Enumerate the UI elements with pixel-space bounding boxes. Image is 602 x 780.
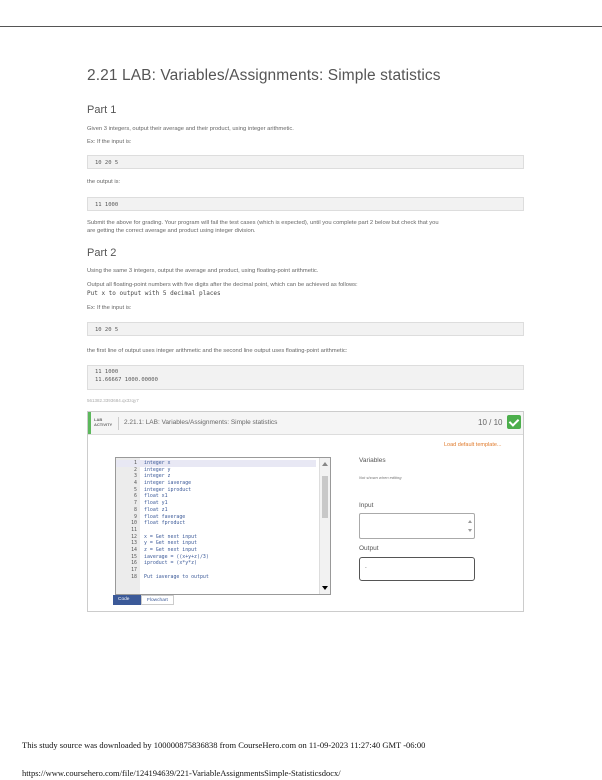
lab-status-bar (88, 412, 91, 434)
line-number: 8 (134, 506, 137, 513)
scroll-down-icon[interactable] (322, 586, 328, 590)
code-line (116, 493, 316, 500)
lab-activity (87, 411, 524, 612)
part2-output-line1: 11 1000 (95, 369, 119, 375)
code-line (116, 567, 316, 574)
line-number: 16 (131, 560, 137, 567)
code-line (116, 554, 316, 561)
page-title: 2.21 LAB: Variables/Assignments: Simple statistics (87, 67, 441, 84)
part2-example-label: Ex: If the input is: (87, 305, 132, 311)
part1-submit-line1: Submit the above for grading. Your program will fail the test cases (which is expected), until you complete part 2 below but check that you (87, 220, 439, 226)
part1-output-code: 11 1000 (87, 197, 524, 211)
code-text: float fproduct (144, 520, 186, 527)
line-number: 12 (131, 533, 137, 540)
code-text: integer x (144, 460, 171, 466)
scroll-up-icon[interactable] (322, 462, 328, 466)
editor-scrollbar[interactable] (319, 458, 331, 595)
lab-header-divider (118, 417, 119, 430)
part1-heading: Part 1 (87, 104, 117, 116)
lab-activity-tag (94, 417, 112, 427)
code-line (116, 480, 316, 487)
code-line (116, 574, 316, 581)
code-text: float y1 (144, 500, 168, 507)
code-line (116, 540, 316, 547)
code-text: z = Get next input (144, 546, 197, 553)
line-number: 13 (131, 540, 137, 547)
line-number: 9 (134, 513, 137, 520)
part1-output-label: the output is: (87, 179, 121, 185)
code-editor[interactable] (115, 457, 331, 595)
code-line (116, 560, 316, 567)
code-line (116, 500, 316, 507)
part2-code-line: Put x to output with 5 decimal places (87, 290, 221, 297)
variables-note: Not shown when editing (359, 475, 402, 480)
line-number: 5 (134, 486, 137, 493)
line-number: 11 (131, 526, 137, 533)
program-output-box (359, 557, 475, 581)
part2-output-line2: 11.66667 1000.00000 (95, 376, 158, 383)
line-number: 15 (131, 553, 137, 560)
tab-flowchart[interactable]: Flowchart (141, 595, 174, 605)
line-number: 1 (134, 460, 137, 466)
part2-description: Using the same 3 integers, output the average and product, using floating-point arithmetic. (87, 268, 319, 274)
code-lines (116, 460, 316, 580)
code-line (116, 487, 316, 494)
lab-header (88, 412, 523, 435)
tab-code[interactable]: Code (113, 595, 147, 605)
part2-heading: Part 2 (87, 247, 117, 259)
code-text: iproduct = (x*y*z) (144, 560, 197, 567)
part2-float-line: Output all floating-point numbers with five digits after the decimal point, which can be achieved as follows: (87, 282, 358, 288)
part2-input-code: 10 20 5 (87, 322, 524, 336)
code-text: Put iaverage to output (144, 573, 209, 580)
scrollbar-thumb[interactable] (322, 476, 328, 518)
line-number: 17 (131, 567, 137, 573)
load-default-template-link[interactable]: Load default template... (444, 442, 502, 448)
part1-description: Given 3 integers, output their average and their product, using integer arithmetic. (87, 126, 294, 132)
code-line (116, 473, 316, 480)
input-label: Input (359, 502, 374, 509)
line-number: 18 (131, 573, 137, 580)
variables-label: Variables (359, 457, 386, 464)
source-url: https://www.coursehero.com/file/124194639/221-VariableAssignmentsSimple-Statisticsdocx/ (22, 768, 341, 778)
line-number: 6 (134, 493, 137, 500)
lab-title: 2.21.1: LAB: Variables/Assignments: Simple statistics (124, 419, 278, 426)
code-text: float z1 (144, 506, 168, 513)
part2-output-code (87, 365, 524, 390)
part1-example-label: Ex: If the input is: (87, 139, 132, 145)
code-text: integer iproduct (144, 486, 192, 493)
line-number: 7 (134, 500, 137, 507)
line-number: 10 (131, 520, 137, 527)
code-text: x = Get next input (144, 533, 197, 540)
line-number: 2 (134, 466, 137, 473)
code-line (116, 547, 316, 554)
lab-tag-line1: LAB (94, 417, 103, 422)
line-number: 14 (131, 546, 137, 553)
code-text: y = Get next input (144, 540, 197, 547)
code-line (116, 514, 316, 521)
activity-id-tag: 561382.3393684.qx3zqy7 (87, 398, 139, 403)
part1-submit-line2: are getting the correct average and product using integer division. (87, 228, 256, 234)
code-line (116, 460, 316, 467)
program-input-field[interactable] (359, 513, 475, 539)
output-label: Output (359, 545, 379, 552)
part1-input-code: 10 20 5 (87, 155, 524, 169)
line-number: 4 (134, 480, 137, 487)
code-text: iaverage = ((x+y+z)/3) (144, 553, 209, 560)
download-notice: This study source was downloaded by 100000875836838 from CourseHero.com on 11-09-2023 11:27:40 GMT -06:00 (22, 740, 426, 750)
code-text: float faverage (144, 513, 186, 520)
input-scroll-up-icon[interactable] (468, 520, 472, 523)
code-text: integer z (144, 473, 171, 480)
code-text: integer y (144, 466, 171, 473)
top-divider (0, 26, 602, 27)
program-output-value: - (365, 565, 367, 571)
input-scroll-down-icon[interactable] (468, 529, 472, 532)
code-line (116, 467, 316, 474)
code-line (116, 527, 316, 534)
part2-output-label: the first line of output uses integer arithmetic and the second line output uses floating-point arithmetic: (87, 348, 348, 354)
lab-tag-line2: ACTIVITY (94, 422, 113, 427)
code-text: integer iaverage (144, 480, 192, 487)
line-number: 3 (134, 473, 137, 480)
code-line (116, 520, 316, 527)
code-line (116, 534, 316, 541)
code-line (116, 507, 316, 514)
code-text: float x1 (144, 493, 168, 500)
checkmark-icon (507, 415, 521, 429)
lab-score: 10 / 10 (478, 418, 503, 427)
